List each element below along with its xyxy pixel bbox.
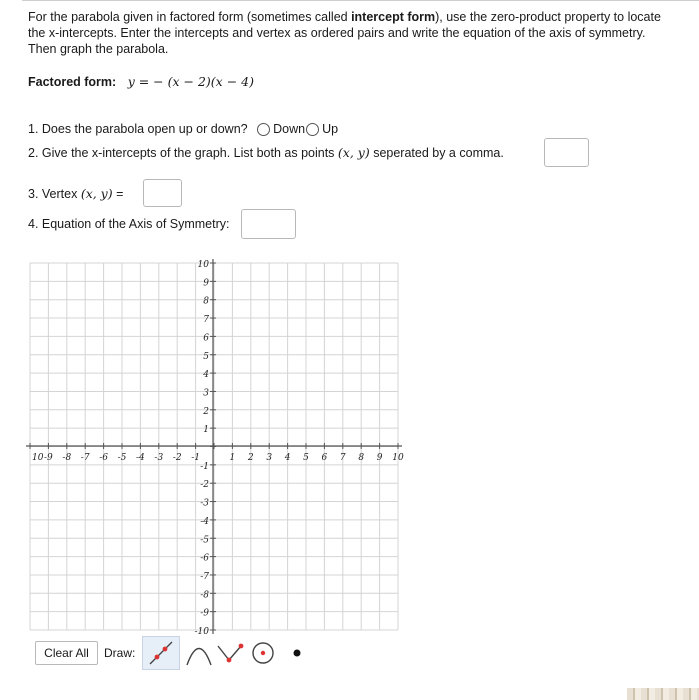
x-tick-label: -4 bbox=[136, 453, 145, 463]
parabola-down-tool-icon bbox=[184, 638, 214, 668]
y-axis-tick-labels bbox=[195, 260, 210, 637]
x-tick-label: -8 bbox=[62, 453, 72, 463]
y-tick-label: 2 bbox=[203, 406, 209, 417]
y-tick-label: 8 bbox=[203, 296, 209, 307]
point-tool-icon bbox=[282, 638, 312, 668]
y-tick-label: -3 bbox=[200, 498, 209, 509]
clear-all-button[interactable]: Clear All bbox=[35, 641, 98, 665]
x-tick-label: 2 bbox=[247, 453, 254, 463]
y-tick-label: -8 bbox=[200, 590, 209, 601]
draw-label: Draw: bbox=[104, 646, 136, 660]
question-4-text: 4. Equation of the Axis of Symmetry: bbox=[28, 217, 230, 231]
y-tick-label: -4 bbox=[200, 516, 209, 527]
instructions-text: For the parabola given in factored form (sometimes called bbox=[28, 10, 352, 24]
parabola-up-tool-icon bbox=[215, 638, 245, 668]
x-tick-label: 7 bbox=[339, 453, 346, 463]
question-3-text: 3. Vertex bbox=[28, 187, 81, 201]
circle-tool-button[interactable] bbox=[244, 636, 282, 670]
radio-up-label[interactable]: Up bbox=[322, 122, 339, 136]
instructions-bold: intercept form bbox=[351, 10, 436, 24]
corner-thumbnail bbox=[627, 688, 699, 700]
line-tool-icon bbox=[146, 638, 176, 668]
x-tick-label: -7 bbox=[80, 453, 90, 463]
y-tick-label: -9 bbox=[200, 608, 209, 619]
x-tick-label: 10 bbox=[392, 453, 404, 463]
x-tick-label: 3 bbox=[266, 453, 273, 463]
y-tick-label: 1 bbox=[203, 425, 209, 436]
x-tick-label: 5 bbox=[303, 453, 309, 463]
y-tick-label: 10 bbox=[197, 260, 209, 270]
x-tick-label: 8 bbox=[358, 453, 365, 463]
y-tick-label: -5 bbox=[200, 535, 209, 546]
line-tool-button[interactable] bbox=[142, 636, 180, 670]
question-3-math: (x, y) bbox=[80, 186, 113, 201]
x-axis-tick-labels bbox=[32, 453, 404, 463]
factored-form-label: Factored form: bbox=[28, 75, 117, 89]
circle-tool-icon bbox=[248, 638, 278, 668]
x-tick-label: 4 bbox=[284, 453, 291, 463]
y-tick-label: 6 bbox=[203, 333, 209, 344]
x-tick-label: -9 bbox=[44, 453, 53, 463]
question-2-math: (x, y) bbox=[337, 145, 370, 160]
y-tick-label: 4 bbox=[203, 370, 209, 381]
y-tick-label: -6 bbox=[200, 553, 209, 564]
y-tick-label: 7 bbox=[203, 315, 209, 326]
y-tick-label: -7 bbox=[200, 571, 209, 582]
x-tick-label: -2 bbox=[172, 453, 182, 463]
question-1-text: 1. Does the parabola open up or down? bbox=[28, 122, 248, 136]
y-tick-label: -2 bbox=[200, 480, 209, 491]
x-tick-label: 9 bbox=[376, 453, 383, 463]
x-tick-label: -3 bbox=[154, 453, 164, 463]
radio-down-label[interactable]: Down bbox=[273, 122, 306, 136]
y-tick-label: 9 bbox=[203, 278, 209, 289]
question-2-text-2: seperated by a comma. bbox=[369, 146, 504, 160]
x-tick-label: 6 bbox=[321, 453, 328, 463]
x-tick-label: -5 bbox=[117, 453, 127, 463]
factored-form-equation: y = − (x − 2)(x − 4) bbox=[127, 74, 254, 89]
question-2-text: 2. Give the x-intercepts of the graph. List both as points bbox=[28, 146, 338, 160]
y-tick-label: 3 bbox=[203, 388, 209, 399]
instructions-text-2: ), use the zero-product property to locate the x-intercepts. Enter the intercepts and vertex as ordered pairs and write the equation of the axis of symmetry. Then graph the parabola. bbox=[28, 10, 661, 56]
x-tick-label: 10 bbox=[32, 453, 44, 463]
y-tick-label: -1 bbox=[200, 461, 209, 472]
point-tool-button[interactable] bbox=[278, 636, 316, 670]
y-tick-label: -10 bbox=[194, 627, 209, 637]
y-tick-label: 5 bbox=[203, 351, 209, 362]
x-tick-label: -1 bbox=[191, 453, 200, 463]
x-tick-label: -6 bbox=[99, 453, 108, 463]
x-tick-label: 1 bbox=[229, 453, 236, 463]
question-3-equals: = bbox=[112, 187, 124, 201]
